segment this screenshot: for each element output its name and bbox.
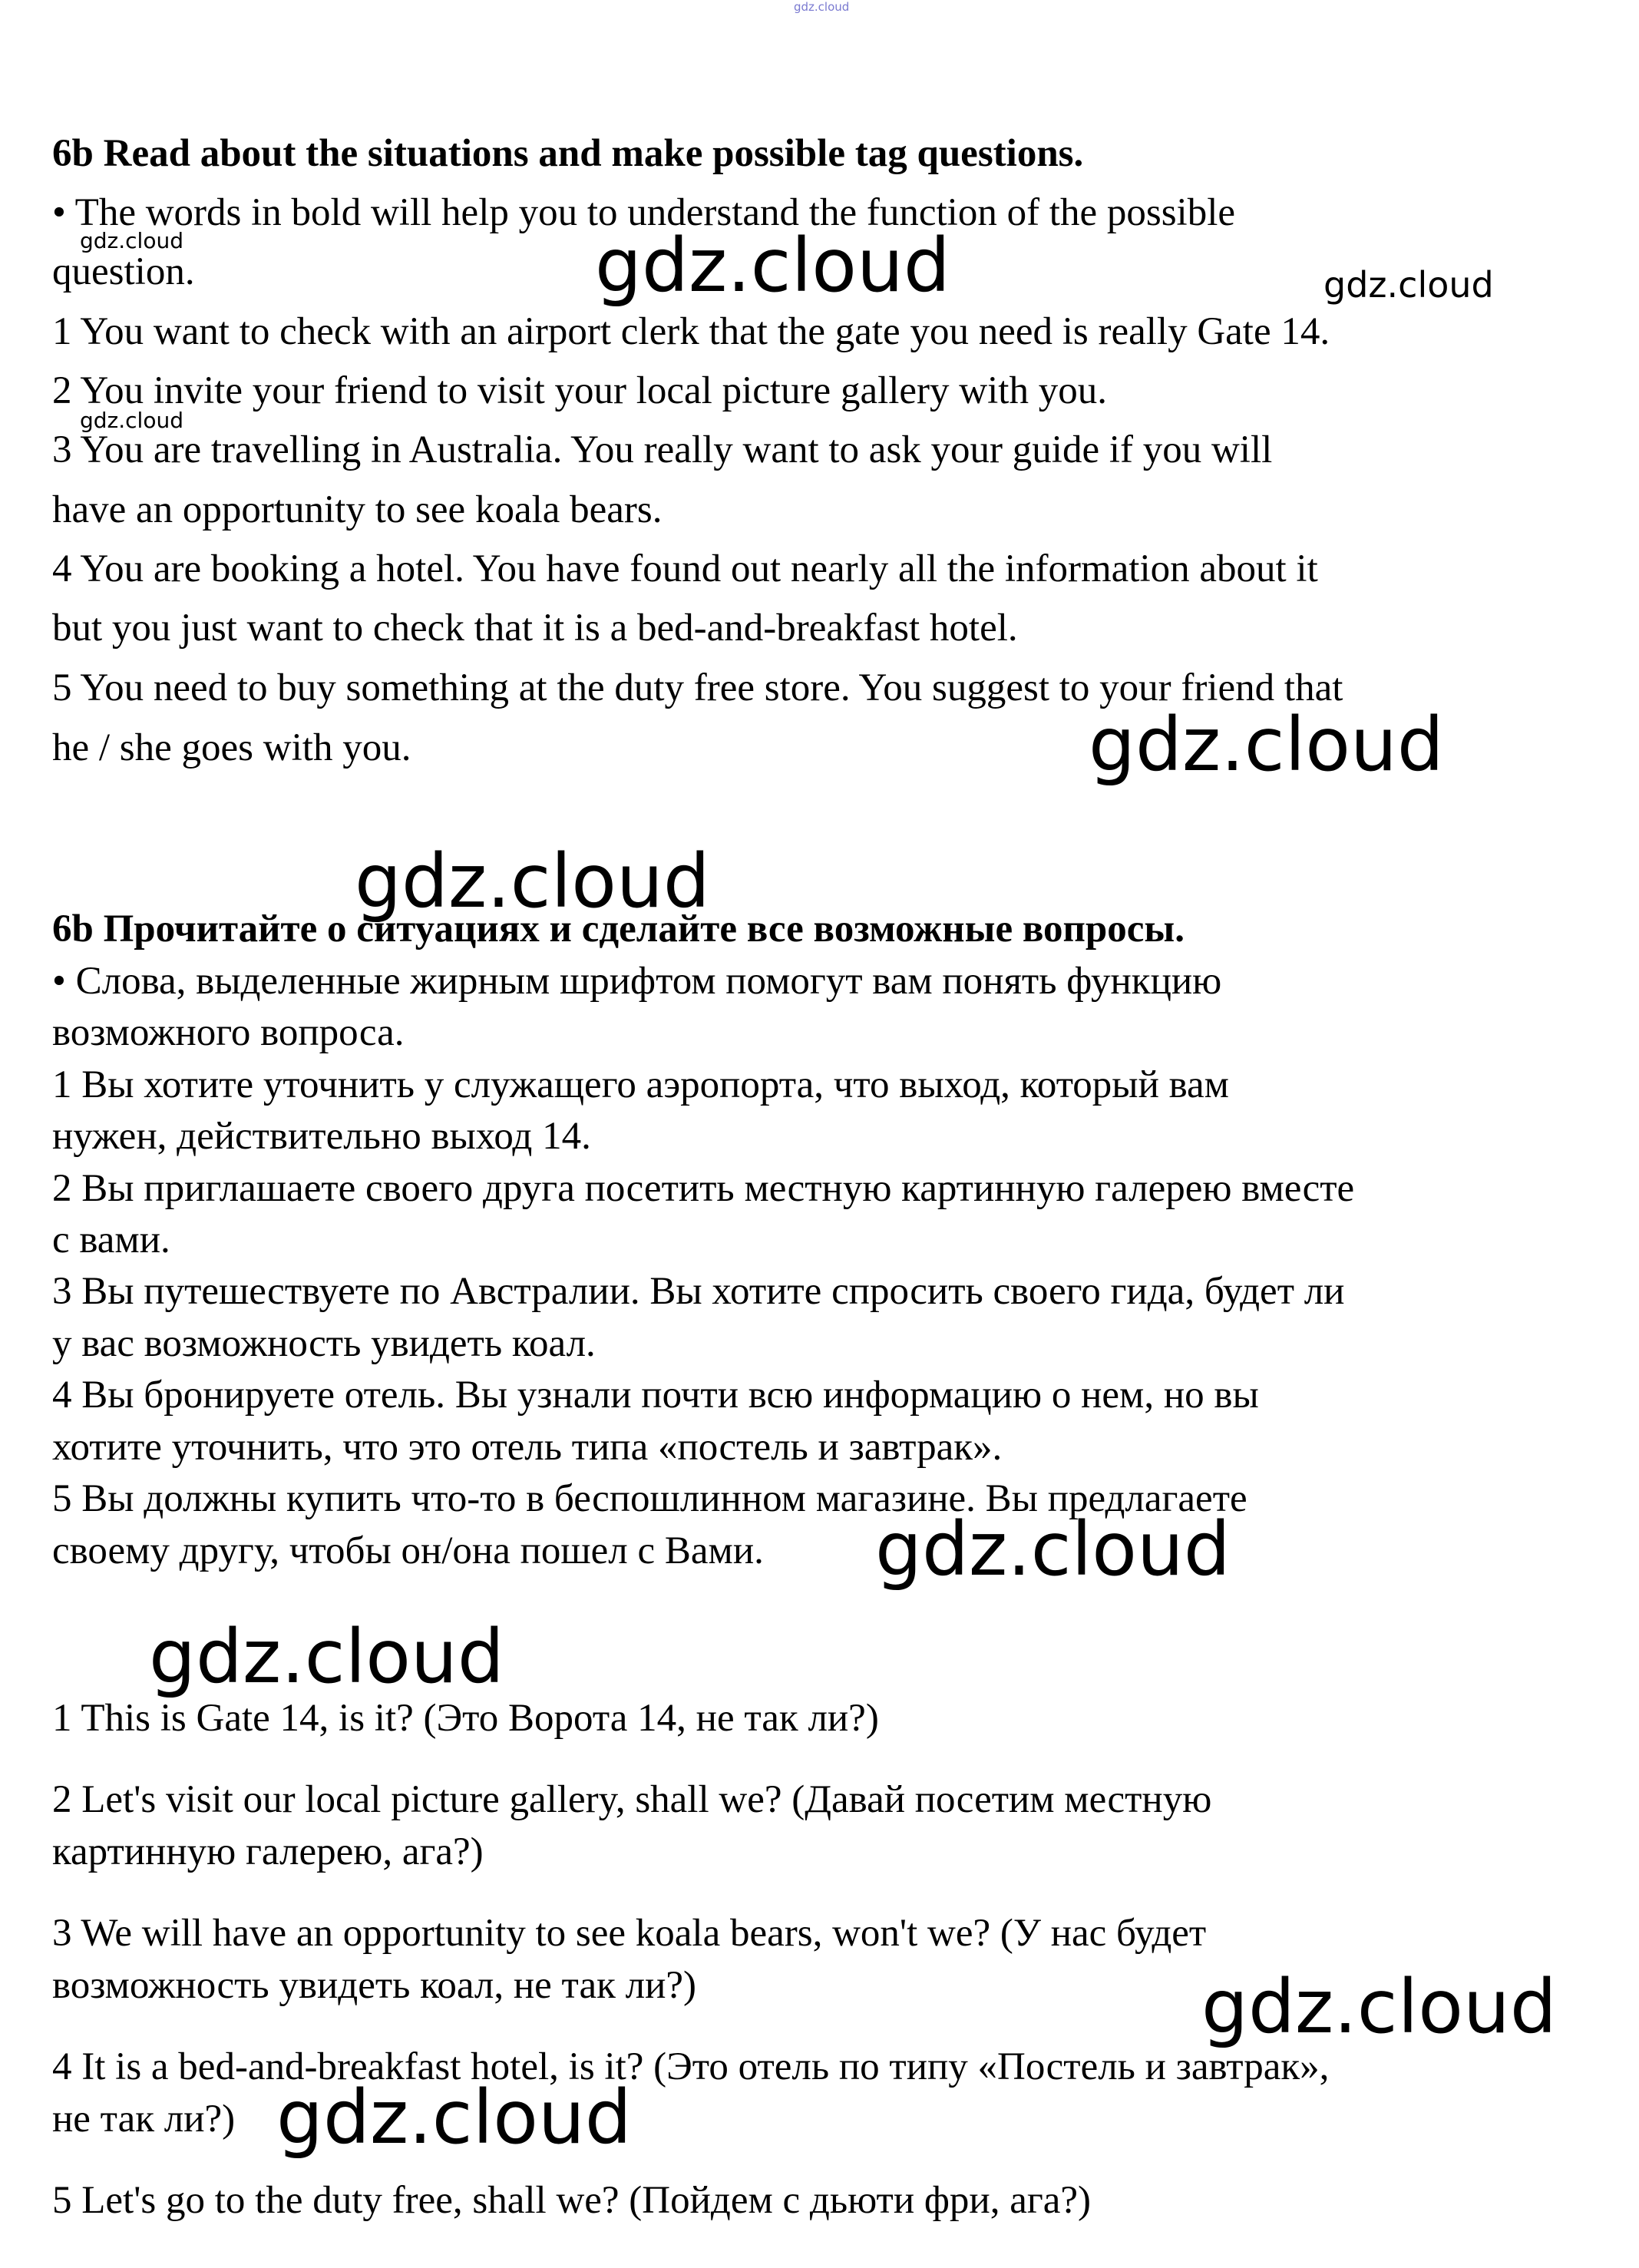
- russian-line: 2 Вы приглашаете своего друга посетить местную картинную галерею вместе: [52, 1167, 1355, 1210]
- answer-item-continued: картинную галерею, ага?): [52, 1830, 484, 1873]
- english-heading: 6b Read about the situations and make possible tag questions.: [52, 132, 1084, 175]
- english-line: he / she goes with you.: [52, 726, 411, 769]
- english-line: 2 You invite your friend to visit your local picture gallery with you.: [52, 369, 1107, 412]
- answer-item: 3 We will have an opportunity to see koala bears, won't we? (У нас будет: [52, 1912, 1207, 1955]
- watermark: gdz.cloud: [80, 228, 183, 253]
- russian-line: возможного вопроса.: [52, 1011, 405, 1054]
- watermark: gdz.cloud: [794, 0, 850, 14]
- russian-line: своему другу, чтобы он/она пошел с Вами.: [52, 1529, 764, 1572]
- answer-item: 1 This is Gate 14, is it? (Это Ворота 14, не так ли?): [52, 1697, 879, 1740]
- answer-item-continued: возможность увидеть коал, не так ли?): [52, 1964, 696, 2007]
- russian-line: хотите уточнить, что это отель типа «постель и завтрак».: [52, 1426, 1003, 1469]
- english-line: 4 You are booking a hotel. You have found out nearly all the information about it: [52, 547, 1318, 590]
- russian-line: 4 Вы бронируете отель. Вы узнали почти всю информацию о нем, но вы: [52, 1374, 1259, 1417]
- answer-item-continued: не так ли?): [52, 2098, 236, 2141]
- russian-line: 5 Вы должны купить что-то в беспошлинном магазине. Вы предлагаете: [52, 1477, 1247, 1520]
- english-line: have an opportunity to see koala bears.: [52, 488, 663, 531]
- watermark: gdz.cloud: [1089, 702, 1444, 788]
- english-line: 3 You are travelling in Australia. You really want to ask your guide if you will: [52, 428, 1273, 471]
- russian-heading: 6b Прочитайте о ситуациях и сделайте все возможные вопросы.: [52, 908, 1185, 951]
- watermark: gdz.cloud: [1323, 264, 1494, 306]
- russian-line: у вас возможность увидеть коал.: [52, 1322, 596, 1365]
- watermark: gdz.cloud: [80, 408, 183, 433]
- russian-line: с вами.: [52, 1218, 170, 1261]
- watermark: gdz.cloud: [149, 1614, 504, 1700]
- watermark: gdz.cloud: [875, 1506, 1231, 1592]
- english-line: question.: [52, 250, 195, 293]
- english-line: but you just want to check that it is a bed-and-breakfast hotel.: [52, 607, 1018, 650]
- answer-item: 5 Let's go to the duty free, shall we? (Пойдем с дьюти фри, ага?): [52, 2179, 1092, 2222]
- answer-item: 4 It is a bed-and-breakfast hotel, is it? (Это отель по типу «Постель и завтрак»,: [52, 2045, 1330, 2088]
- answer-item: 2 Let's visit our local picture gallery, shall we? (Давай посетим местную: [52, 1778, 1212, 1821]
- english-line: • The words in bold will help you to understand the function of the possible: [52, 191, 1236, 234]
- watermark: gdz.cloud: [595, 223, 950, 309]
- russian-line: нужен, действительно выход 14.: [52, 1115, 591, 1158]
- watermark: gdz.cloud: [276, 2075, 632, 2161]
- watermark: gdz.cloud: [355, 838, 710, 924]
- english-line: 5 You need to buy something at the duty free store. You suggest to your friend that: [52, 666, 1343, 709]
- russian-line: 1 Вы хотите уточнить у служащего аэропорта, что выход, который вам: [52, 1063, 1229, 1106]
- english-line: 1 You want to check with an airport clerk that the gate you need is really Gate 14.: [52, 310, 1330, 353]
- watermark: gdz.cloud: [1201, 1964, 1557, 2050]
- russian-line: 3 Вы путешествуете по Австралии. Вы хотите спросить своего гида, будет ли: [52, 1270, 1345, 1313]
- russian-line: • Слова, выделенные жирным шрифтом помогут вам понять функцию: [52, 960, 1222, 1003]
